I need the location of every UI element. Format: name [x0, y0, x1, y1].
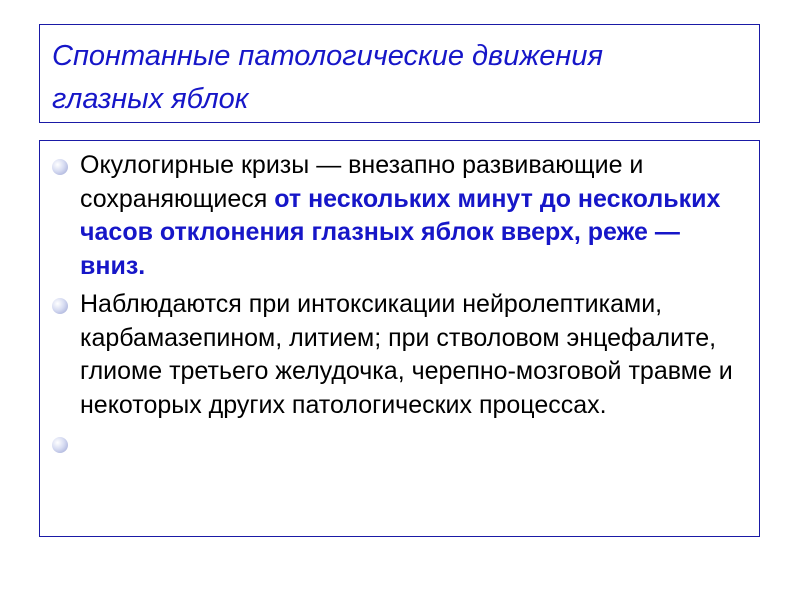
bullet-term: Окулогирные кризы [80, 151, 310, 179]
bullet-item-oculogyric [40, 149, 759, 283]
bullet-list [40, 149, 759, 461]
bullet-text-emphasis: от нескольких минут до нескольких часов отклонения глазных яблок вверх, реже — вниз. [80, 184, 721, 280]
slide-title: Спонтанные патологические движения глазных яблок [52, 40, 603, 115]
bullet-text: Наблюдаются при интоксикации нейролептиками, карбамазепином, литием; при стволовом энцефалите, глиоме третьего желудочка, черепно-мозговой травме и некоторых других патологических процессах. [80, 290, 733, 419]
bullet-dot-icon [52, 159, 68, 175]
bullet-item-empty [40, 427, 759, 461]
slide-content-box [39, 140, 760, 537]
bullet-dot-icon [52, 298, 68, 314]
bullet-dot-icon [52, 437, 68, 453]
bullet-item-causes [40, 288, 759, 422]
slide-title-box [39, 24, 760, 123]
bullet-text-plain: — внезапно развивающие и сохраняющиеся [80, 151, 644, 213]
